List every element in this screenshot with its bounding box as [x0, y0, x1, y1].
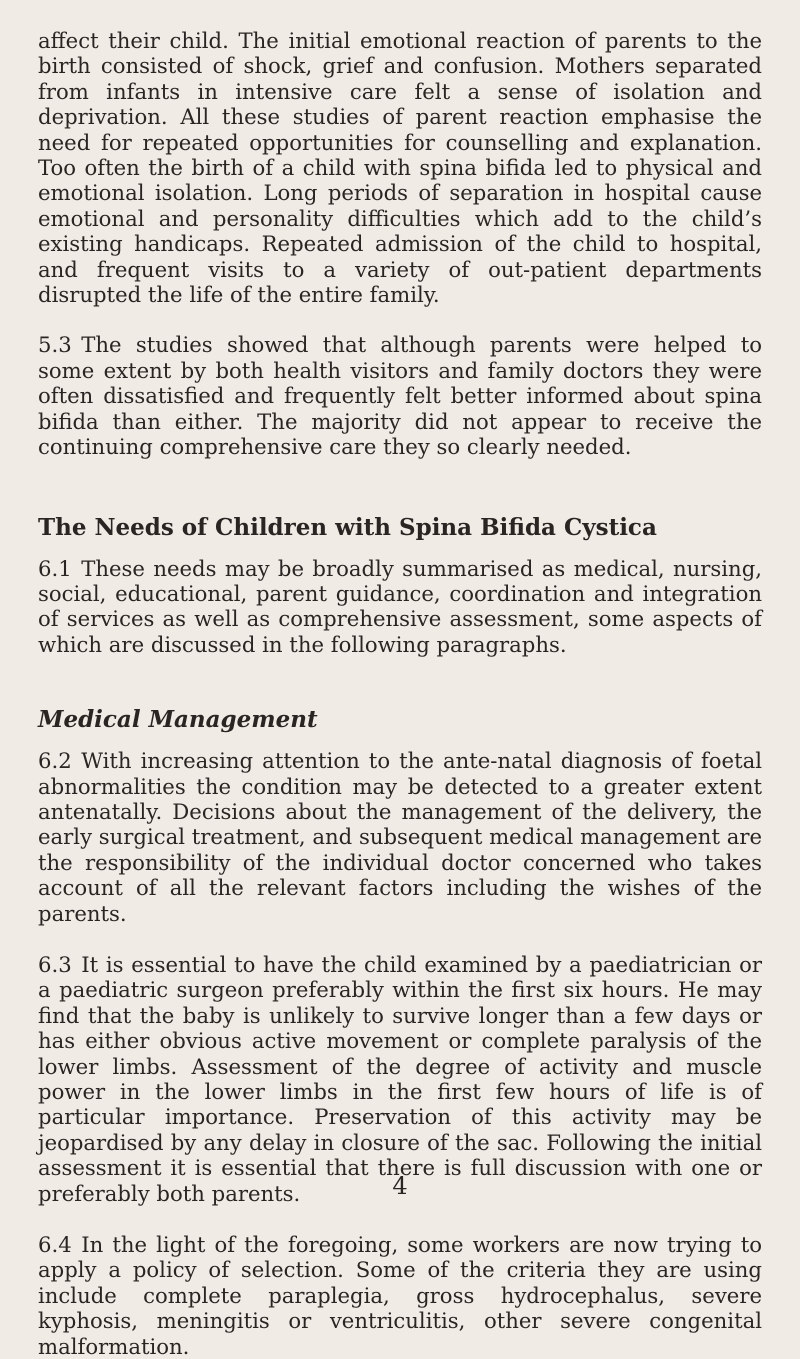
paragraph-6-4 [38, 1232, 762, 1359]
paragraph-number: 6.4 [38, 1232, 72, 1258]
section-heading-medical: Medical Management [38, 706, 318, 734]
paragraph-6-3 [38, 952, 762, 1206]
paragraph-number: 6.3 [38, 951, 72, 977]
paragraph-number: 6.1 [38, 555, 72, 581]
paragraph-6-2 [38, 748, 762, 926]
paragraph-text: It is essential to have the child examined by a paediatrician or a paediatric surgeon preferably within the first six hours. He may find that the baby is unlikely to survive longer than a few days or has either obvious active movement or complete paralysis of the lower limbs. Assessment of the degree of activity and muscle power in the lower limbs in the first few hours of life is of particular importance. Preservation of this activity may be jeopardised by any delay in closure of the sac. Following the initial assessment it is essential that there is full discussion with one or preferably both parents. [38, 951, 762, 1206]
paragraph-5-3 [38, 332, 762, 459]
paragraph-text: With increasing attention to the ante-natal diagnosis of foetal abnormalities the condition may be detected to a greater extent antenatally. Decisions about the management of the delivery, the early surgical treatment, and subsequent medical management are the responsibility of the individual doctor concerned who takes account of all the relevant factors including the wishes of the parents. [38, 748, 762, 926]
paragraph-text: In the light of the foregoing, some workers are now trying to apply a policy of selection. Some of the criteria they are using include complete paraplegia, gross hydrocephalus, severe kyphosis, meningitis or ventriculitis, other severe congenital malformation. [38, 1232, 762, 1359]
paragraph-text: The studies showed that although parents were helped to some extent by both health visitors and family doctors they were often dissatisfied and frequently felt better informed about spina bifida than either. The majority did not appear to receive the continuing comprehensive care they so clearly needed. [38, 332, 762, 460]
paragraph-number: 5.3 [38, 332, 72, 358]
paragraph-6-1 [38, 556, 762, 658]
paragraph-text: affect their child. The initial emotional reaction of parents to the birth consisted of shock, grief and confusion. Mothers separated from infants in intensive care felt a sense of isolation and deprivation. All these studies of parent reaction emphasise the need for repeated opportunities for counselling and explanation. Too often the birth of a child with spina bifida led to physical and emotional isolation. Long periods of separation in hospital cause emotional and personality difficulties which add to the child’s existing handicaps. Repeated admission of the child to hospital, and frequent visits to a variety of out-patient departments disrupted the life of the entire family. [38, 28, 762, 308]
paragraph-continuation [38, 28, 762, 307]
paragraph-number: 6.2 [38, 748, 72, 774]
section-heading-needs: The Needs of Children with Spina Bifida Cystica [38, 513, 657, 541]
page-number: 4 [392, 1172, 408, 1200]
paragraph-text: These needs may be broadly summarised as medical, nursing, social, educational, parent guidance, coordination and integration of services as well as comprehensive assessment, some aspects of which are discussed in the following paragraphs. [38, 555, 762, 657]
